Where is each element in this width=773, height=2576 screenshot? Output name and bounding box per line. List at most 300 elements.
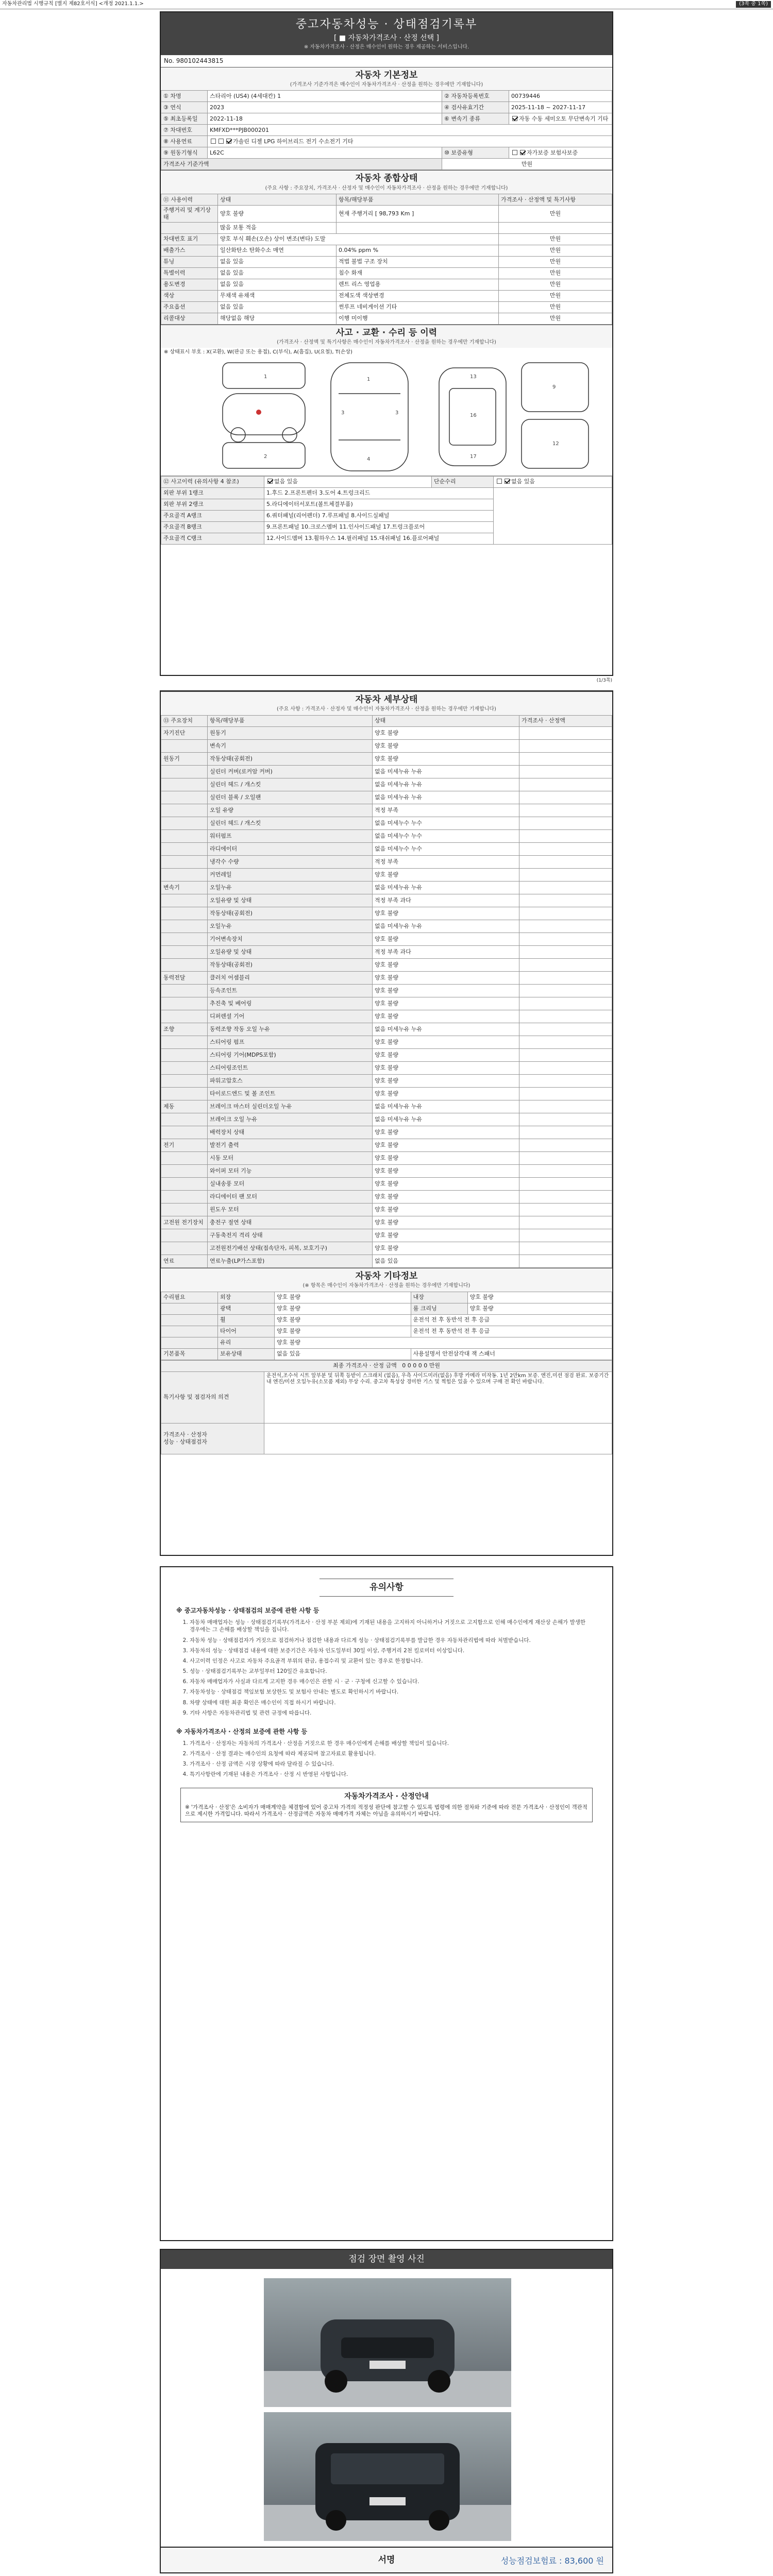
detail-item: 작동상태(공회전) — [208, 907, 373, 920]
summary-row-price: 만원 — [499, 245, 612, 256]
detail-state: 양호 불량 — [373, 752, 519, 765]
detail-item: 실린더 헤드 / 개스킷 — [208, 817, 373, 829]
accident-row-label: 주요골격 A랭크 — [161, 510, 264, 521]
transmission-value: 자동 수동 세미오토 무단변속기 기타 — [519, 115, 609, 122]
warranty-value: 자가보증 보험사보증 — [527, 149, 578, 156]
other-row-position: 운전석 전 후 동반석 전 후 응급 — [411, 1314, 612, 1326]
detail-device — [161, 1190, 208, 1203]
label-plate: ② 자동차등록번호 — [442, 91, 509, 102]
detail-state: 양호 불량 — [373, 907, 519, 920]
detail-item: 스티어링 기어(MDPS포함) — [208, 1048, 373, 1061]
summary-row-item: 적법 불법 구조 장치 — [337, 256, 499, 267]
other-row-state: 양호 불량 — [275, 1303, 411, 1314]
summary-row-state: 양호 불량 — [218, 206, 337, 223]
detail-item: 냉각수 수량 — [208, 855, 373, 868]
detail-state: 양호 불량 — [373, 1242, 519, 1255]
inspection-period: 2025-11-18 ~ 2027-11-17 — [509, 102, 612, 113]
detail-device — [161, 778, 208, 791]
detail-item: 등속조인트 — [208, 984, 373, 997]
detail-price — [519, 726, 612, 739]
simple-repair-value: 없음 있음 — [511, 478, 535, 485]
document-header — [161, 12, 612, 55]
detail-item: 워터펌프 — [208, 829, 373, 842]
checkbox — [505, 479, 510, 484]
emission-value: 0.04% ppm % — [337, 245, 499, 256]
summary-note: (주요 사항 : 주요장치, 가격조사 · 산정자 및 매수인이 자동차가격조사 · 산정을 원하는 경우에만 기재합니다) — [265, 185, 508, 191]
checkbox — [512, 116, 517, 121]
detail-state: 양호 불량 — [373, 971, 519, 984]
detail-device — [161, 933, 208, 945]
final-opinion-table — [161, 1360, 612, 1454]
detail-device: 변속기 — [161, 881, 208, 894]
document-subtitle: [ ■ 자동차가격조사 · 산정 선택 ] — [333, 33, 440, 42]
detail-state: 없음 미세누유 누유 — [373, 1100, 519, 1113]
detail-row — [161, 997, 612, 1010]
other-row-label: 광택 — [218, 1303, 275, 1314]
detail-state: 없음 미세누유 누유 — [373, 778, 519, 791]
detail-price — [519, 1164, 612, 1177]
detail-device: 원동기 — [161, 752, 208, 765]
accident-history-options — [264, 476, 432, 487]
detail-item: 동력조향 작동 오일 누유 — [208, 1023, 373, 1036]
detail-device — [161, 1242, 208, 1255]
detail-row — [161, 791, 612, 804]
detail-row — [161, 1048, 612, 1061]
detail-item: 오일유량 및 상태 — [208, 945, 373, 958]
detail-device — [161, 817, 208, 829]
checkbox — [512, 150, 517, 155]
basic-info-note: (가격조사 기준가격은 매수인이 자동차가격조사 · 산정을 원하는 경우에만 기재합니다) — [290, 81, 483, 88]
detail-price — [519, 920, 612, 933]
detail-state: 양호 불량 — [373, 1177, 519, 1190]
detail-price — [519, 765, 612, 778]
detail-item: 파워고압호스 — [208, 1074, 373, 1087]
label-fuel: ⑧ 사용연료 — [161, 136, 208, 147]
detail-state: 양호 불량 — [373, 739, 519, 752]
detail-row — [161, 1074, 612, 1087]
summary-row-label: 주행거리 및 계기상태 — [161, 206, 218, 223]
other-row-label: 타이어 — [218, 1326, 275, 1337]
detail-state: 양호 불량 — [373, 868, 519, 881]
detail-state: 양호 불량 — [373, 1126, 519, 1139]
detail-row — [161, 1126, 612, 1139]
detail-device — [161, 765, 208, 778]
detail-item: 오일누유 — [208, 920, 373, 933]
inspection-page-2 — [160, 690, 613, 1556]
summary-row-state: 무채색 유채색 — [218, 290, 337, 301]
detail-price — [519, 778, 612, 791]
detail-device — [161, 1087, 208, 1100]
other-row-label: 휠 — [218, 1314, 275, 1326]
summary-row-state: 양호 부식 훼손(오손) 상이 변조(변타) 도말 — [218, 233, 499, 245]
detail-price — [519, 907, 612, 920]
detail-price — [519, 739, 612, 752]
notice-item: 1. 가격조사 · 산정자는 자동차의 가격조사 · 산정을 거짓으로 한 경우 매수인에게 손해를 배상할 책임이 있습니다. — [190, 1740, 592, 1747]
summary-row-state: 없음 있음 — [218, 301, 337, 313]
photo-title: 점검 장면 촬영 사진 — [161, 2250, 612, 2269]
car-body-diagram — [161, 358, 612, 476]
detail-price — [519, 1048, 612, 1061]
notice-item: 3. 자동차의 성능 · 상태점검 내용에 대한 보증기간은 자동차 인도일부터 30일 이상, 주행거리 2천 킬로미터 이상입니다. — [190, 1647, 592, 1654]
other-row-position: 운전석 전 후 동반석 전 후 응급 — [411, 1326, 612, 1337]
checkbox — [226, 139, 231, 144]
detail-row — [161, 1036, 612, 1048]
detail-item: 오일누유 — [208, 881, 373, 894]
detail-row — [161, 1151, 612, 1164]
checkbox — [520, 150, 525, 155]
detail-state: 양호 불량 — [373, 1151, 519, 1164]
detail-row — [161, 1177, 612, 1190]
detail-row — [161, 1113, 612, 1126]
detail-price — [519, 881, 612, 894]
mileage-value: 현재 주행거리 [ 98,793 Km ] — [337, 206, 499, 223]
detail-device — [161, 958, 208, 971]
detail-price — [519, 1139, 612, 1151]
detail-row — [161, 752, 612, 765]
detail-state: 적정 부족 과다 — [373, 894, 519, 907]
accident-row-label: 주요골격 C랭크 — [161, 533, 264, 544]
detail-price — [519, 1229, 612, 1242]
label-first-reg: ⑤ 최초등록일 — [161, 113, 208, 125]
svg-text:2: 2 — [264, 453, 267, 460]
detail-device — [161, 997, 208, 1010]
summary-row-price: 만원 — [499, 313, 612, 324]
detail-device — [161, 855, 208, 868]
summary-row-price: 만원 — [499, 267, 612, 279]
detail-price — [519, 1113, 612, 1126]
other-info-note: (※ 항목은 매수인이 자동차가격조사 · 산정을 원하는 경우에만 기재합니다) — [303, 1283, 470, 1289]
detail-item: 커먼레일 — [208, 868, 373, 881]
inspection-page-1 — [160, 11, 613, 676]
detail-state: 양호 불량 — [373, 1087, 519, 1100]
detail-note: (주요 사항 : 가격조사 · 산정자 및 매수인이 자동차가격조사 · 산정을 원하는 경우에만 기재합니다) — [277, 706, 496, 713]
notice-item: 9. 기타 사항은 자동차관리법 및 관련 규정에 따릅니다. — [190, 1709, 592, 1717]
car-front-photo — [264, 2278, 511, 2407]
detail-item: 발전기 출력 — [208, 1139, 373, 1151]
detail-item: 배력장치 상태 — [208, 1126, 373, 1139]
detail-row — [161, 1139, 612, 1151]
other-row-state: 양호 불량 — [275, 1326, 411, 1337]
fuel-value: 가솔린 디젤 LPG 하이브리드 전기 수소전기 기타 — [233, 138, 354, 145]
notice-heading-1: ※ 중고자동차성능 · 상태점검의 보증에 관한 사항 등 — [176, 1607, 320, 1615]
summary-row-label: 주요옵션 — [161, 301, 218, 313]
detail-state: 적정 부족 — [373, 855, 519, 868]
detail-price — [519, 855, 612, 868]
notice-list-1 — [190, 1619, 592, 1717]
summary-col-usage: ⑪ 사용이력 — [161, 194, 218, 206]
detail-row — [161, 1087, 612, 1100]
detail-row — [161, 829, 612, 842]
detail-device — [161, 907, 208, 920]
summary-col-state: 상태 — [218, 194, 337, 206]
summary-row-item: 이행 미이행 — [337, 313, 499, 324]
svg-text:1: 1 — [264, 374, 267, 380]
damage-marker — [256, 410, 261, 415]
label-year: ③ 연식 — [161, 102, 208, 113]
detail-item: 브레이크 오일 누유 — [208, 1113, 373, 1126]
fuel-options — [208, 136, 612, 147]
detail-state: 양호 불량 — [373, 1061, 519, 1074]
detail-device: 자기진단 — [161, 726, 208, 739]
detail-device — [161, 984, 208, 997]
notice-item: 7. 자동차성능 · 상태점검 책임보험 보상한도 및 보험사 안내는 별도로 확인하시기 바랍니다. — [190, 1688, 592, 1696]
accident-row-parts: 12.사이드멤버 13.휠하우스 14.필러패널 15.대쉬패널 16.플로어패널 — [264, 533, 494, 544]
notice-item: 2. 자동차 성능 · 상태점검자가 거짓으로 점검하거나 점검한 내용과 다르게 성능 · 상태점검기록부를 발급한 경우 자동차관리법에 따라 처벌받습니다. — [190, 1637, 592, 1644]
accident-title: 사고 · 교환 · 수리 등 이력 — [335, 327, 438, 338]
label-engine-type: ⑨ 원동기형식 — [161, 147, 208, 159]
notice-item: 4. 특기사항란에 기재된 내용은 가격조사 · 산정 시 반영된 사항입니다. — [190, 1771, 592, 1778]
detail-state: 없음 미세누수 누수 — [373, 829, 519, 842]
final-price-amount: 0 0 0 0 0 만원 — [402, 1362, 440, 1369]
label-transmission: ⑥ 변속기 종류 — [442, 113, 509, 125]
label-vin: ⑦ 차대번호 — [161, 125, 208, 136]
detail-col-state: 상태 — [373, 715, 519, 726]
inspection-photo-front — [264, 2278, 511, 2407]
summary-row-state: 일산화탄소 탄화수소 매연 — [218, 245, 337, 256]
notice-item: 6. 자동차 매매업자가 사실과 다르게 고지한 경우 매수인은 관할 시 · 군 · 구청에 신고할 수 있습니다. — [190, 1678, 592, 1685]
detail-state: 양호 불량 — [373, 1203, 519, 1216]
accident-note: (가격조사 · 산정액 및 특기사항은 매수인이 자동차가격조사 · 산정을 원하는 경우에만 기재합니다) — [277, 339, 496, 345]
detail-state: 양호 불량 — [373, 1074, 519, 1087]
detail-device — [161, 1203, 208, 1216]
detail-device: 연료 — [161, 1255, 208, 1267]
detail-price — [519, 804, 612, 817]
engine-type: L62C — [208, 147, 442, 159]
detail-item: 고전원전기배선 상태(접속단자, 피복, 보호기구) — [208, 1242, 373, 1255]
summary-row-label: 색상 — [161, 290, 218, 301]
other-row-group: 수리필요 — [161, 1292, 218, 1303]
other-row-group: 기본품목 — [161, 1348, 218, 1360]
other-row-state: 양호 불량 — [275, 1314, 411, 1326]
basic-items: 사용설명서 안전삼각대 잭 스패너 — [411, 1348, 612, 1360]
signature-label: 서명 — [378, 2555, 395, 2565]
basic-info-table — [161, 90, 612, 170]
detail-price — [519, 1023, 612, 1036]
detail-state: 없음 미세누유 누유 — [373, 791, 519, 804]
footer-bar — [160, 2548, 613, 2573]
state-inspector-label: 성능 · 상태점검자 — [163, 1438, 207, 1445]
price-assessment-text: ※ '가격조사 · 산정'은 소비자가 매매계약을 체결함에 있어 중고차 가격의 적정성 판단에 참고할 수 있도록 법령에 의한 절차와 기준에 따라 전문 가격조사 · 산정인이 객관적으로 제시한 가격입니다. 따라서 가격조사 · 산정금액은 자동차 매매가격 자체는 아님을 유의하시기 바랍니다. — [185, 1804, 587, 1818]
detail-item: 타이로드엔드 및 볼 조인트 — [208, 1087, 373, 1100]
detail-price — [519, 1061, 612, 1074]
detail-device: 동력전달 — [161, 971, 208, 984]
detail-price — [519, 945, 612, 958]
detail-state: 없음 미세누수 누수 — [373, 842, 519, 855]
summary-row-state: 없음 있음 — [218, 267, 337, 279]
detail-price — [519, 1177, 612, 1190]
detail-item: 라디에이터 — [208, 842, 373, 855]
summary-row-item: 침수 화재 — [337, 267, 499, 279]
simple-repair-label: 단순수리 — [432, 476, 494, 487]
detail-device — [161, 1151, 208, 1164]
detail-row — [161, 1164, 612, 1177]
summary-col-price: 가격조사 · 산정액 및 특기사항 — [499, 194, 612, 206]
svg-text:12: 12 — [552, 440, 559, 447]
detail-row — [161, 958, 612, 971]
checkbox — [497, 479, 502, 484]
accident-history-value: 없음 있음 — [274, 478, 298, 485]
detail-state: 양호 불량 — [373, 958, 519, 971]
accident-row-parts: 9.프론트패널 10.크로스멤버 11.인사이드패널 17.트렁크플로어 — [264, 521, 494, 533]
detail-item: 충전구 절연 상태 — [208, 1216, 373, 1229]
detail-row — [161, 1216, 612, 1229]
detail-item: 브레이크 마스터 실린더오일 누유 — [208, 1100, 373, 1113]
summary-row-state: 없음 있음 — [218, 279, 337, 290]
detail-device — [161, 791, 208, 804]
detail-device — [161, 868, 208, 881]
document-title: 중고자동차성능 · 상태점검기록부 — [295, 18, 478, 31]
detail-price — [519, 752, 612, 765]
price-inspector-label: 가격조사 · 산정자 — [163, 1431, 207, 1438]
plate-number: 00739446 — [509, 91, 612, 102]
label-inspection-period: ④ 검사유효기간 — [442, 102, 509, 113]
detail-row — [161, 778, 612, 791]
detail-row — [161, 1203, 612, 1216]
final-price-row — [161, 1360, 612, 1371]
detail-price — [519, 842, 612, 855]
other-row-state: 양호 불량 — [467, 1292, 612, 1303]
detail-state: 없음 미세누유 누유 — [373, 1113, 519, 1126]
detail-col-device: ⑬ 주요장치 — [161, 715, 208, 726]
detail-item: 추진축 및 베어링 — [208, 997, 373, 1010]
detail-price — [519, 1126, 612, 1139]
accident-row-parts: 1.후드 2.프론트펜더 3.도어 4.트렁크리드 — [264, 487, 494, 499]
detail-state: 없음 미세누유 누유 — [373, 881, 519, 894]
detail-item: 디퍼렌셜 기어 — [208, 1010, 373, 1023]
accident-table — [161, 476, 612, 545]
first-registration: 2022-11-18 — [208, 113, 442, 125]
detail-row — [161, 1255, 612, 1267]
detail-row — [161, 804, 612, 817]
label-price: 가격조사 기준가액 — [161, 159, 442, 170]
accident-row-parts: 5.라디에이터서포트(볼트체결부품) — [264, 499, 494, 510]
status-legend: ※ 상태표시 부호 : X(교환), W(판금 또는 용접), C(부식), A(흠집), U(요철), T(손상) — [164, 349, 352, 355]
basic-info-title: 자동차 기본정보 — [355, 70, 418, 80]
detail-item: 라디에이터 팬 모터 — [208, 1190, 373, 1203]
simple-repair-options — [494, 476, 612, 487]
detail-row — [161, 1023, 612, 1036]
accident-price — [494, 487, 612, 544]
summary-row-price: 만원 — [499, 206, 612, 223]
other-row-state: 양호 불량 — [275, 1337, 612, 1348]
summary-row-label: 특별이력 — [161, 267, 218, 279]
detail-device — [161, 1061, 208, 1074]
summary-row-price: 만원 — [499, 233, 612, 245]
detail-state: 양호 불량 — [373, 1048, 519, 1061]
summary-row-state: 없음 있음 — [218, 256, 337, 267]
notice-item: 4. 사고이력 인정은 사고로 자동차 주요골격 부위의 판금, 용접수리 및 교환이 있는 경우로 한정합니다. — [190, 1657, 592, 1665]
car-rear-photo — [264, 2412, 511, 2541]
detail-col-item: 항목/해당부품 — [208, 715, 373, 726]
detail-price — [519, 933, 612, 945]
model-year: 2023 — [208, 102, 442, 113]
detail-device — [161, 1164, 208, 1177]
detail-row — [161, 726, 612, 739]
detail-item: 실린더 헤드 / 개스킷 — [208, 778, 373, 791]
vin: KMFXD***PJB000201 — [208, 125, 612, 136]
top-bar — [0, 0, 773, 9]
summary-row-label: 배출가스 — [161, 245, 218, 256]
notice-item: 1. 자동차 매매업자는 성능 · 상태점검기록부(가격조사 · 산정 부분 제외)에 기재된 내용을 고지하지 아니하거나 거짓으로 고지함으로 인해 매수인에게 재산상 손해가 발생한 경우에는 그 손해를 배상할 책임을 집니다. — [190, 1619, 592, 1633]
detail-item: 스티어링조인트 — [208, 1061, 373, 1074]
detail-price — [519, 1151, 612, 1164]
detail-device — [161, 842, 208, 855]
detail-item: 연료누출(LP가스포함) — [208, 1255, 373, 1267]
detail-row — [161, 1061, 612, 1074]
detail-device — [161, 1113, 208, 1126]
detail-row — [161, 920, 612, 933]
accident-row-label: 외판 부위 2랭크 — [161, 499, 264, 510]
detail-state: 양호 불량 — [373, 1139, 519, 1151]
detail-state: 양호 불량 — [373, 1190, 519, 1203]
detail-state: 양호 불량 — [373, 984, 519, 997]
detail-row — [161, 765, 612, 778]
accident-row-label: 주요골격 B랭크 — [161, 521, 264, 533]
label-warranty: ⑩ 보증유형 — [442, 147, 509, 159]
other-info-title: 자동차 기타정보 — [355, 1270, 418, 1281]
summary-row-label: 리콜대상 — [161, 313, 218, 324]
detail-item: 기어변속장치 — [208, 933, 373, 945]
detail-state: 양호 불량 — [373, 726, 519, 739]
detail-state: 양호 불량 — [373, 1010, 519, 1023]
car-outline-drawings — [161, 358, 612, 476]
detail-price — [519, 791, 612, 804]
detail-title: 자동차 세부상태 — [355, 694, 418, 705]
notice-page — [160, 1566, 613, 2241]
inspector-opinion-label: 특기사항 및 점검자의 의견 — [161, 1371, 264, 1423]
detail-row — [161, 907, 612, 920]
detail-item: 실린더 블록 / 오일팬 — [208, 791, 373, 804]
detail-row — [161, 1190, 612, 1203]
other-row-label: 내장 — [411, 1292, 467, 1303]
summary-row-label: 튜닝 — [161, 256, 218, 267]
svg-text:13: 13 — [470, 374, 477, 380]
detail-row — [161, 855, 612, 868]
summary-row-price: 만원 — [499, 301, 612, 313]
svg-text:16: 16 — [470, 412, 477, 418]
notice-item: 2. 가격조사 · 산정 결과는 매수인의 요청에 따라 제공되며 참고자료로 활용됩니다. — [190, 1750, 592, 1757]
detail-row — [161, 945, 612, 958]
svg-text:4: 4 — [367, 456, 371, 462]
detail-price — [519, 1255, 612, 1267]
accident-row-label: 외판 부위 1랭크 — [161, 487, 264, 499]
checkbox — [219, 139, 224, 144]
detail-state: 양호 불량 — [373, 997, 519, 1010]
detail-item: 변속기 — [208, 739, 373, 752]
summary-row-label: 용도변경 — [161, 279, 218, 290]
detail-table — [161, 715, 612, 1268]
detail-row — [161, 1010, 612, 1023]
transmission-options — [509, 113, 612, 125]
detail-device: 전기 — [161, 1139, 208, 1151]
other-row-label: 보유상태 — [218, 1348, 275, 1360]
summary-title: 자동차 종합상태 — [355, 173, 418, 184]
detail-item: 작동상태(공회전) — [208, 958, 373, 971]
page-caption: (1/3쪽) — [596, 678, 612, 683]
other-row-state: 양호 불량 — [275, 1292, 411, 1303]
detail-item: 스티어링 펌프 — [208, 1036, 373, 1048]
checkbox — [267, 479, 273, 484]
detail-price — [519, 1216, 612, 1229]
notice-title: 유의사항 — [320, 1579, 453, 1597]
detail-price — [519, 829, 612, 842]
summary-row-price: 만원 — [499, 279, 612, 290]
detail-price — [519, 958, 612, 971]
detail-row — [161, 881, 612, 894]
checkbox — [211, 139, 216, 144]
summary-row-item: 렌트 리스 영업용 — [337, 279, 499, 290]
warranty-options — [509, 147, 612, 159]
